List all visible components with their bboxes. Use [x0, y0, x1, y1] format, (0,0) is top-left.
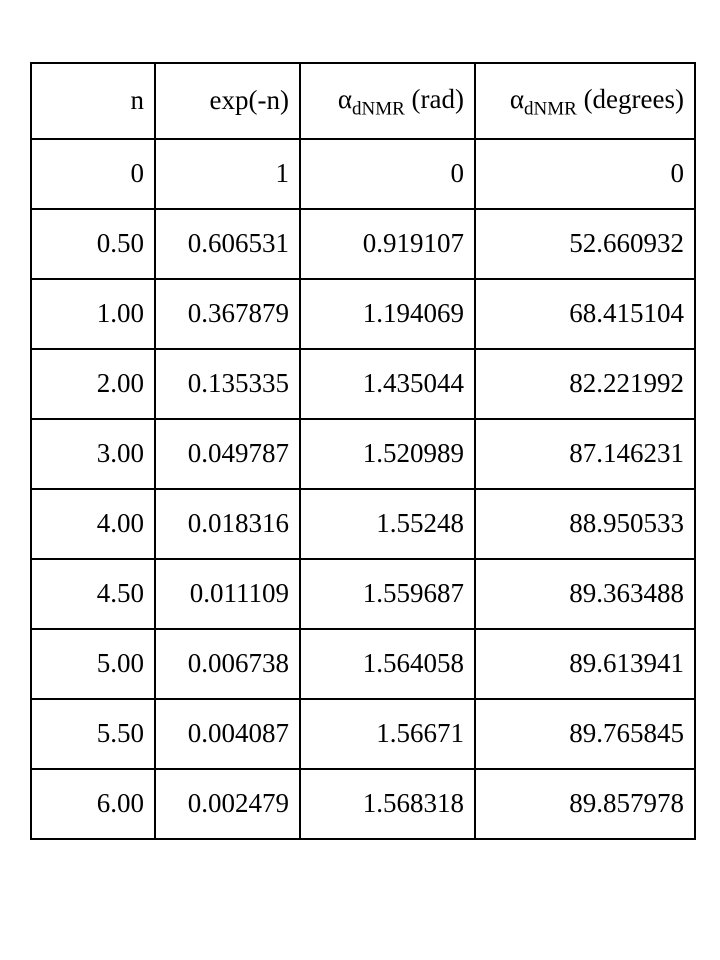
- cell-n: 4.50: [31, 559, 155, 629]
- cell-n: 0: [31, 139, 155, 209]
- table-row: [31, 629, 695, 699]
- alpha-subscript: dNMR: [524, 98, 577, 120]
- alpha-unit-degrees: (degrees): [583, 83, 684, 114]
- column-header-n-label: n: [130, 85, 144, 116]
- table-row: [31, 209, 695, 279]
- table-row: [31, 419, 695, 489]
- cell-n: 4.00: [31, 489, 155, 559]
- table-row: [31, 489, 695, 559]
- cell-expn: 0.002479: [155, 769, 300, 839]
- cell-n: 1.00: [31, 279, 155, 349]
- table-row: [31, 139, 695, 209]
- cell-alpha-degrees: 89.363488: [475, 559, 695, 629]
- table-row: [31, 279, 695, 349]
- column-header-expn: [155, 63, 300, 139]
- cell-n: 0.50: [31, 209, 155, 279]
- cell-alpha-rad: 1.435044: [300, 349, 475, 419]
- cell-n: 5.00: [31, 629, 155, 699]
- table-row: [31, 559, 695, 629]
- cell-expn: 0.367879: [155, 279, 300, 349]
- cell-n: 6.00: [31, 769, 155, 839]
- cell-n: 3.00: [31, 419, 155, 489]
- table-body: [31, 139, 695, 839]
- cell-alpha-rad: 1.559687: [300, 559, 475, 629]
- cell-alpha-rad: 1.568318: [300, 769, 475, 839]
- cell-n: 5.50: [31, 699, 155, 769]
- cell-expn: 0.006738: [155, 629, 300, 699]
- cell-alpha-degrees: 89.613941: [475, 629, 695, 699]
- table-header: [31, 63, 695, 139]
- data-table: [30, 62, 696, 840]
- table-row: [31, 699, 695, 769]
- cell-alpha-rad: 1.55248: [300, 489, 475, 559]
- cell-alpha-rad: 1.564058: [300, 629, 475, 699]
- cell-n: 2.00: [31, 349, 155, 419]
- cell-expn: 0.049787: [155, 419, 300, 489]
- cell-alpha-degrees: 52.660932: [475, 209, 695, 279]
- cell-expn: 1: [155, 139, 300, 209]
- table-header-row: [31, 63, 695, 139]
- alpha-subscript: dNMR: [351, 98, 405, 120]
- cell-expn: 0.018316: [155, 489, 300, 559]
- cell-alpha-rad: 1.56671: [300, 699, 475, 769]
- cell-expn: 0.606531: [155, 209, 300, 279]
- alpha-unit-rad: (rad): [411, 83, 464, 114]
- cell-alpha-degrees: 0: [475, 139, 695, 209]
- cell-alpha-degrees: 87.146231: [475, 419, 695, 489]
- cell-expn: 0.135335: [155, 349, 300, 419]
- cell-expn: 0.011109: [155, 559, 300, 629]
- cell-alpha-rad: 0.919107: [300, 209, 475, 279]
- cell-alpha-degrees: 88.950533: [475, 489, 695, 559]
- column-header-n: [31, 63, 155, 139]
- cell-expn: 0.004087: [155, 699, 300, 769]
- cell-alpha-rad: 1.520989: [300, 419, 475, 489]
- cell-alpha-degrees: 68.415104: [475, 279, 695, 349]
- table-row: [31, 349, 695, 419]
- column-header-expn-label: exp(-n): [209, 85, 289, 116]
- alpha-symbol: α: [337, 83, 352, 114]
- column-header-alpha-degrees: [475, 63, 695, 139]
- cell-alpha-degrees: 82.221992: [475, 349, 695, 419]
- cell-alpha-rad: 0: [300, 139, 475, 209]
- alpha-symbol: α: [509, 83, 525, 114]
- data-table-container: [30, 62, 694, 840]
- cell-alpha-rad: 1.194069: [300, 279, 475, 349]
- cell-alpha-degrees: 89.857978: [475, 769, 695, 839]
- column-header-alpha-rad: [300, 63, 475, 139]
- table-row: [31, 769, 695, 839]
- cell-alpha-degrees: 89.765845: [475, 699, 695, 769]
